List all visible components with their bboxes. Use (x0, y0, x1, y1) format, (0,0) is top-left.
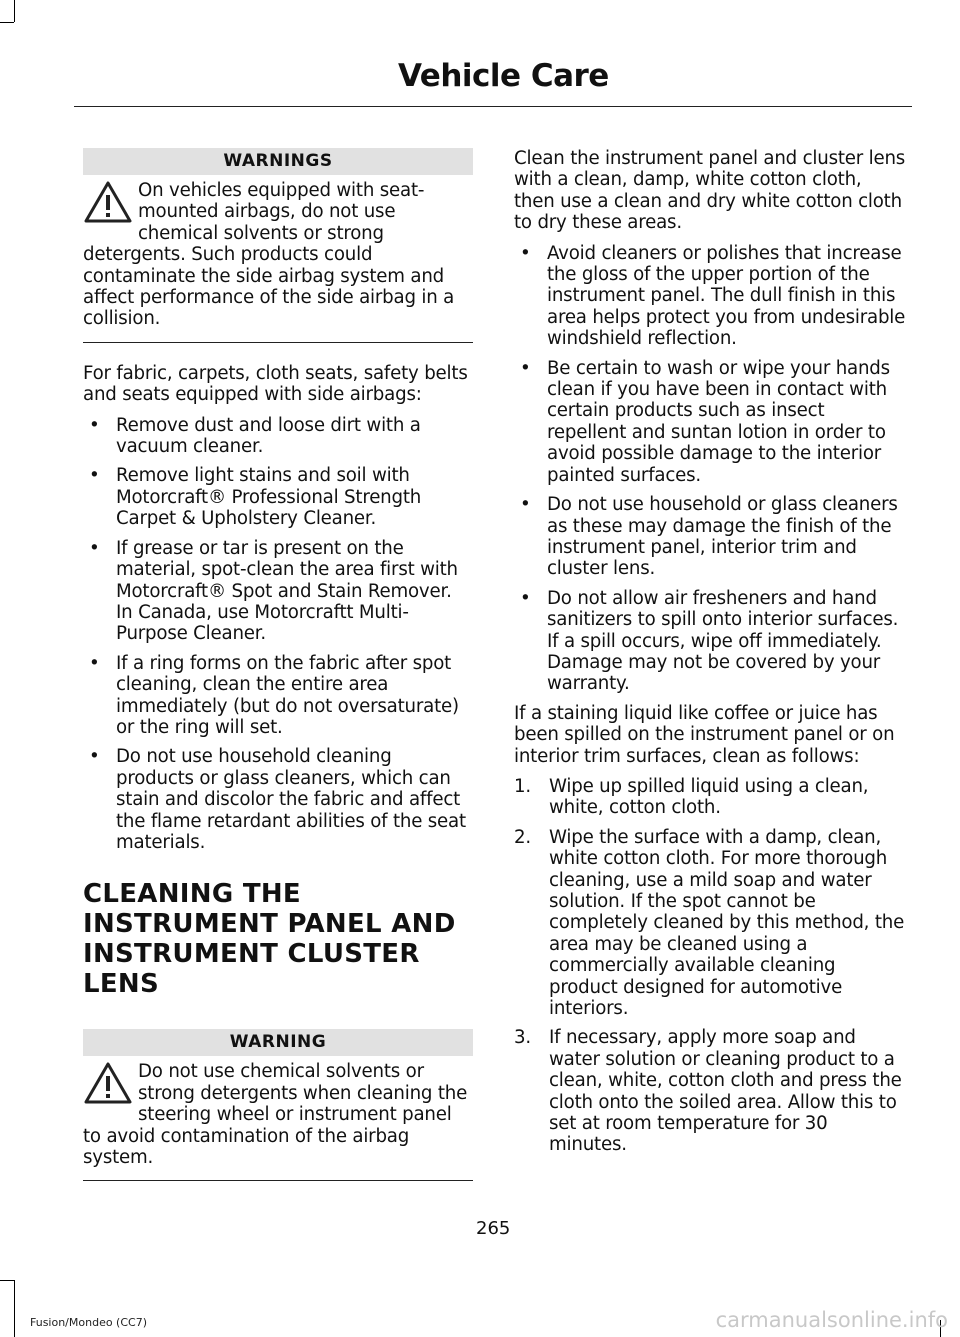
warning-triangle-icon (83, 180, 133, 224)
bullet-marker: • (89, 537, 100, 559)
crop-mark (14, 0, 15, 22)
footer-model: Fusion/Mondeo (CC7) (30, 1316, 148, 1329)
warning-body (83, 180, 473, 330)
warning-triangle-icon (83, 1061, 133, 1105)
list-item: • Do not use household or glass cleaners as these may damage the finish of the instrument panel, interior trim and cluster lens. (520, 494, 898, 580)
bullet-marker: • (89, 746, 100, 768)
intro-paragraph: Clean the instrument panel and cluster lens with a clean, damp, white cotton cloth, then use a clean and dry white cotton cloth to dry these areas. (514, 148, 906, 234)
list-item: • Be certain to wash or wipe your hands clean if you have been in contact with certain products such as insect repellent and suntan lotion in order to avoid possible damage to the interior painted surfaces. (520, 357, 890, 486)
list-item: 3. If necessary, apply more soap and water solution or cleaning product to a clean, white, cotton cloth and press the cloth onto the soiled area. Allow this to set at room temperature for 30 minutes. (514, 1027, 902, 1156)
bullet-marker: • (520, 587, 531, 609)
bullet-list (83, 415, 473, 854)
numbered-list (514, 776, 907, 1156)
warning-heading: WARNING (83, 1029, 473, 1056)
list-item: • Avoid cleaners or polishes that increase the gloss of the upper portion of the instrument panel. The dull finish in this area helps protect you from undesirable windshield reflection. (520, 242, 906, 350)
bullet-marker: • (89, 414, 100, 436)
crop-mark (14, 1280, 15, 1337)
watermark: carmanualsonline.info (715, 1308, 948, 1332)
step-number: 1. (514, 775, 531, 797)
list-item: • Do not use household cleaning products or glass cleaners, which can stain and discolor the fabric and affect the flame retardant abilities of the seat materials. (89, 746, 466, 853)
bullet-marker: • (520, 357, 531, 379)
paragraph: If a staining liquid like coffee or juice has been spilled on the instrument panel or on interior trim surfaces, clean as follows: (514, 702, 895, 767)
list-item: • Do not allow air fresheners and hand sanitizers to spill onto interior surfaces. If a spill occurs, wipe off immediately. Damage may not be covered by your warranty. (520, 587, 899, 695)
list-item: • If a ring forms on the fabric after spot cleaning, clean the entire area immediately (but do not oversaturate) or the ring will set. (89, 652, 459, 738)
crop-mark (0, 1280, 14, 1281)
bullet-marker: • (89, 465, 100, 487)
warning-text: Do not use chemical solvents or strong detergents when cleaning the steering wheel or instrument panel to avoid contamination of the airbag system. (83, 1061, 468, 1168)
header-divider (74, 106, 912, 107)
warning-body (83, 1061, 473, 1168)
warning-box (83, 148, 473, 343)
list-item: 2. Wipe the surface with a damp, clean, white cotton cloth. For more thorough cleaning, use a mild soap and water solution. If the spot cannot be completely cleaned by this method, the area may be cleaned using a commercially available cleaning product designed for automotive interiors. (514, 826, 905, 1020)
page-title: Vehicle Care (398, 58, 609, 94)
section-heading: CLEANING THE INSTRUMENT PANEL AND INSTRUMENT CLUSTER LENS (83, 879, 456, 1000)
left-column (83, 148, 473, 1181)
bullet-marker: • (520, 242, 531, 264)
warning-text: On vehicles equipped with seat-mounted airbags, do not use chemical solvents or strong detergents. Such products could contaminate the side airbag system and affect performance of the side airbag in a collision. (83, 180, 455, 330)
warning-heading: WARNINGS (83, 148, 473, 175)
bullet-marker: • (520, 494, 531, 516)
list-item: 1. Wipe up spilled liquid using a clean, white, cotton cloth. (514, 775, 869, 819)
warning-box (83, 1029, 473, 1181)
page-number: 265 (476, 1218, 511, 1239)
step-number: 2. (514, 826, 531, 848)
list-item: • Remove dust and loose dirt with a vacuum cleaner. (89, 414, 421, 458)
bullet-marker: • (89, 652, 100, 674)
step-number: 3. (514, 1027, 531, 1049)
right-column (514, 148, 907, 1164)
intro-paragraph: For fabric, carpets, cloth seats, safety belts and seats equipped with side airbags: (83, 362, 468, 406)
list-item: • Remove light stains and soil with Motorcraft® Professional Strength Carpet & Upholstery Cleaner. (89, 465, 422, 530)
bullet-list (514, 243, 907, 695)
list-item: • If grease or tar is present on the material, spot-clean the area first with Motorcraft® Spot and Stain Remover. In Canada, use Motorcraftt Multi-Purpose Cleaner. (89, 537, 458, 645)
crop-mark (0, 22, 14, 23)
